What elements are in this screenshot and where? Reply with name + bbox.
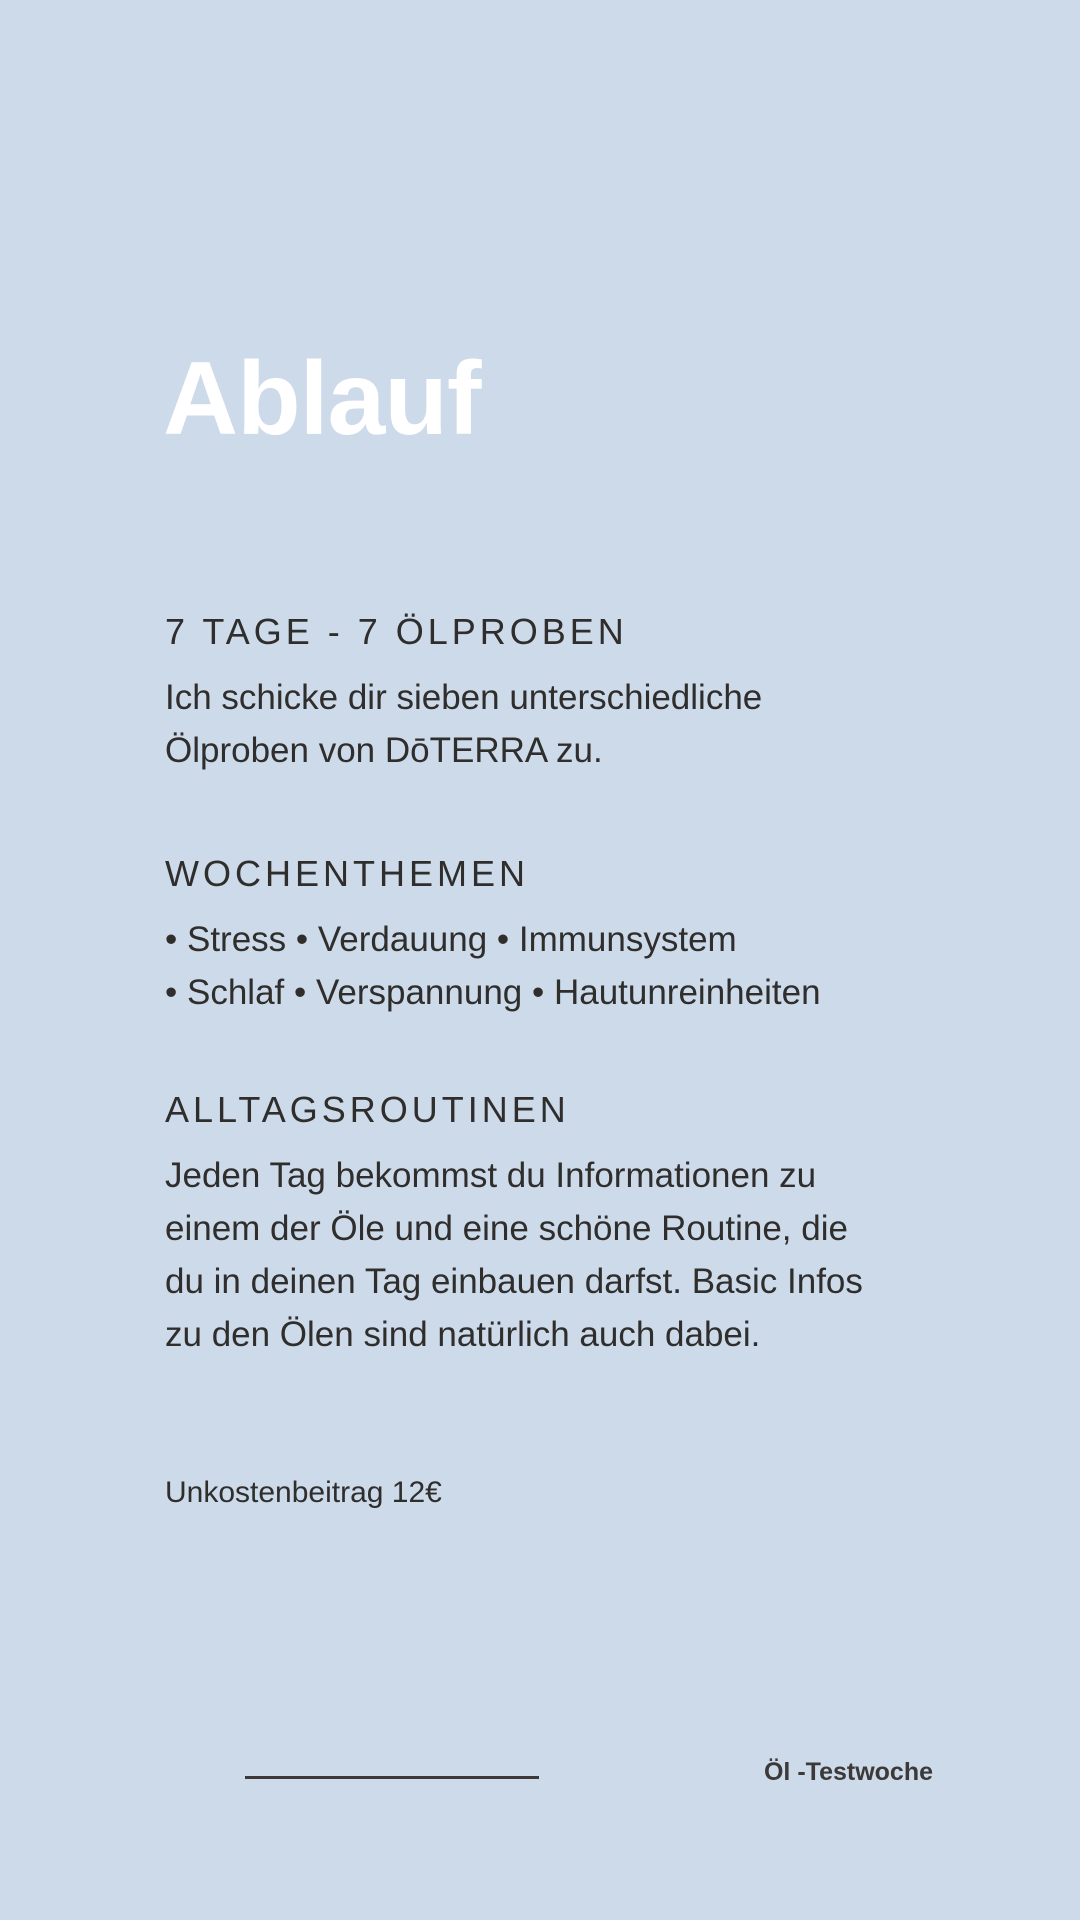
body-line: • Schlaf • Verspannung • Hautunreinheiten [165,973,821,1013]
fee-text: Unkostenbeitrag 12€ [165,1476,442,1509]
body-line: einem der Öle und eine schöne Routine, die [165,1209,848,1249]
section-body [165,1149,925,1361]
section-heading: WOCHENTHEMEN [165,853,529,894]
section-ol-proben [165,610,925,777]
section-alltagsroutinen [165,1088,925,1361]
section-body [165,671,925,777]
body-line: • Stress • Verdauung • Immunsystem [165,920,737,960]
body-line: du in deinen Tag einbauen darfst. Basic Infos [165,1262,863,1302]
body-line: Jeden Tag bekommst du Informationen zu [165,1156,817,1196]
body-line: zu den Ölen sind natürlich auch dabei. [165,1315,761,1355]
section-body [165,913,925,1019]
section-heading: ALLTAGSROUTINEN [165,1089,570,1130]
body-line: Ölproben von DōTERRA zu. [165,731,603,771]
footer-divider [245,1776,539,1779]
page-title: Ablauf [163,341,481,457]
footer-label: Öl -Testwoche [763,1758,933,1786]
section-wochenthemen [165,852,925,1019]
section-heading: 7 TAGE - 7 ÖLPROBEN [165,611,628,652]
body-line: Ich schicke dir sieben unterschiedliche [165,678,763,718]
